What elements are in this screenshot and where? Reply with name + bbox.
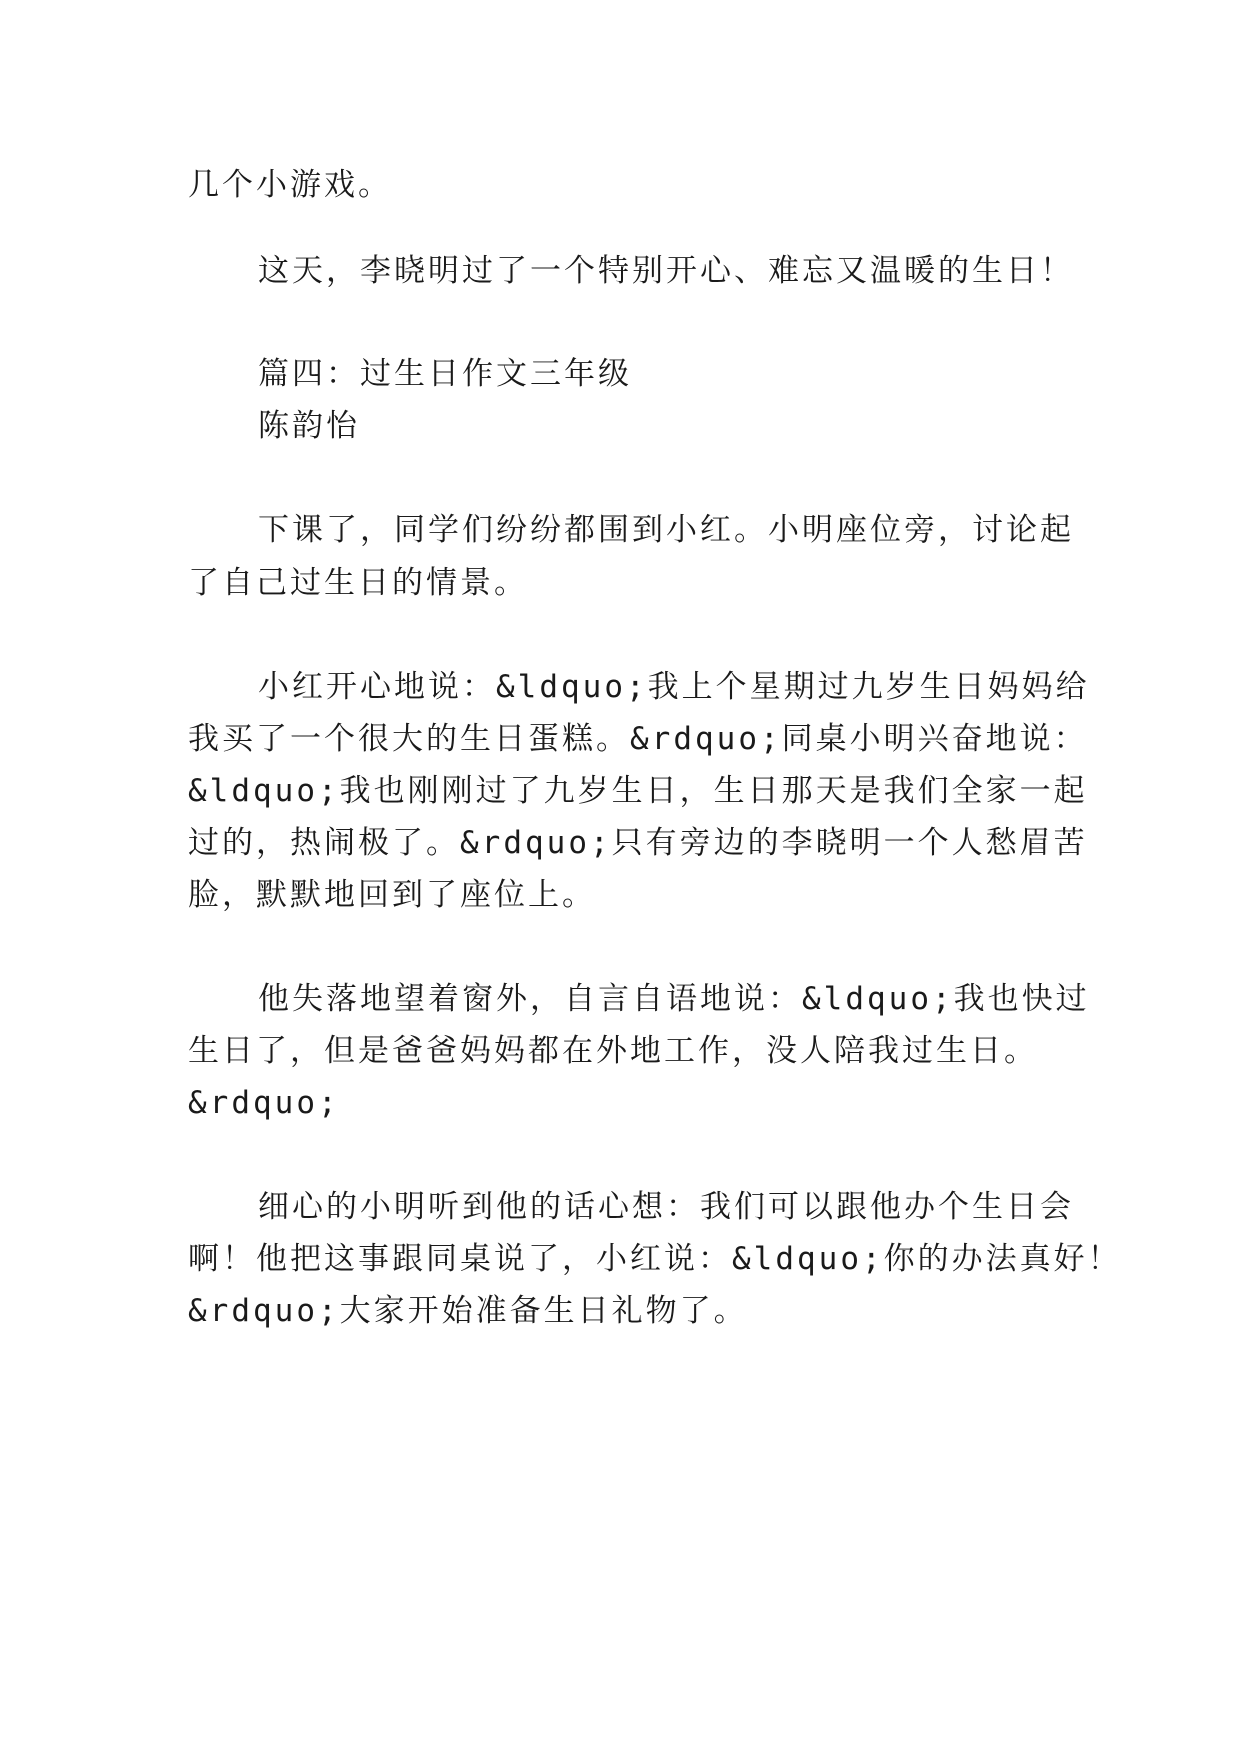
text-line: 我买了一个很大的生日蛋糕。&rdquo;同桌小明兴奋地说： [188,721,1088,757]
text-line: 啊！他把这事跟同桌说了，小红说：&ldquo;你的办法真好！ [188,1241,1122,1277]
text-line: &rdquo;大家开始准备生日礼物了。 [188,1293,748,1329]
text-line: 下课了，同学们纷纷都围到小红。小明座位旁，讨论起 [258,512,1074,548]
author-name: 陈韵怡 [258,408,360,444]
text-line: 这天，李晓明过了一个特别开心、难忘又温暖的生日！ [258,253,1074,289]
section-title: 篇四：过生日作文三年级 [258,356,632,392]
text-line: 脸，默默地回到了座位上。 [188,877,596,913]
text-line: 了自己过生日的情景。 [188,565,528,601]
text-line: 他失落地望着窗外，自言自语地说：&ldquo;我也快过 [258,981,1090,1017]
text-line: 细心的小明听到他的话心想：我们可以跟他办个生日会 [258,1189,1074,1225]
text-line: 几个小游戏。 [188,167,392,203]
text-line: &ldquo;我也刚刚过了九岁生日，生日那天是我们全家一起 [188,773,1088,809]
text-line: 小红开心地说：&ldquo;我上个星期过九岁生日妈妈给 [258,669,1090,705]
text-line: 生日了，但是爸爸妈妈都在外地工作，没人陪我过生日。 [188,1033,1038,1069]
text-line: &rdquo; [188,1085,340,1121]
text-line: 过的，热闹极了。&rdquo;只有旁边的李晓明一个人愁眉苦 [188,825,1088,861]
